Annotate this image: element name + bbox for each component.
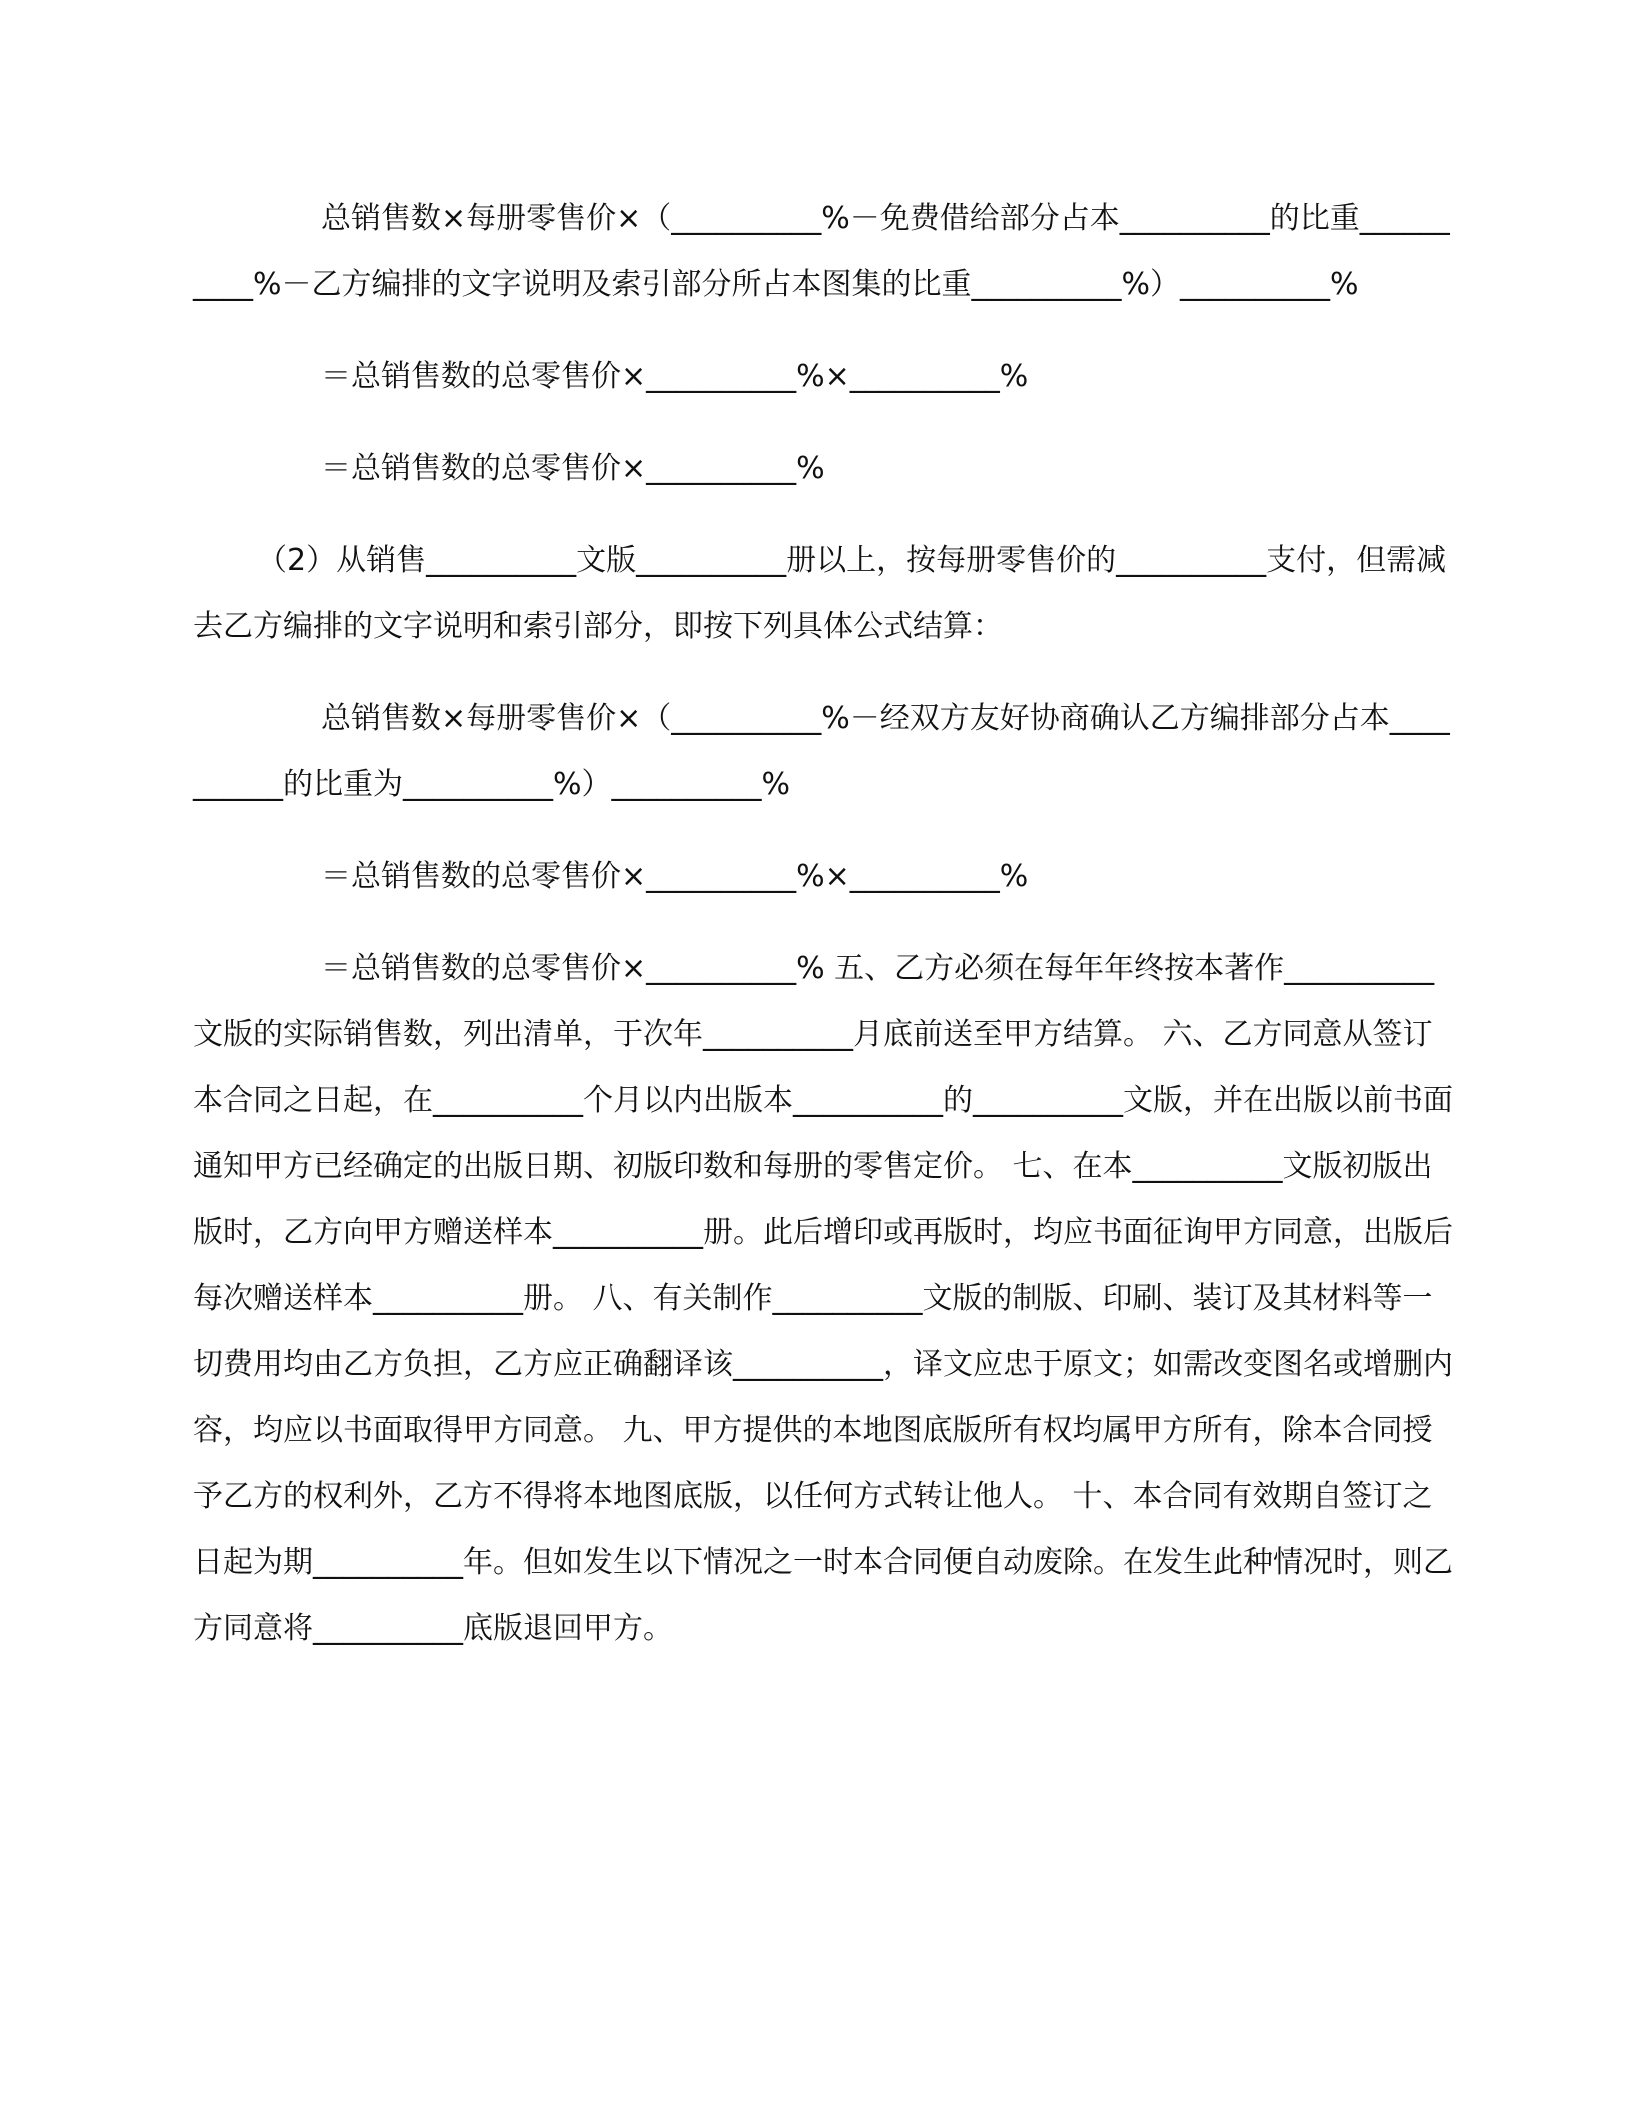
formula-paragraph-1: 总销售数×每册零售价×（__________%－免费借给部分占本__________的比重__________%－乙方编排的文字说明及索引部分所占本图集的比重__________%）__________% bbox=[193, 201, 1450, 302]
document-body bbox=[193, 186, 1455, 1662]
formula-result-1a: ＝总销售数的总零售价×__________%×__________% bbox=[321, 359, 1029, 394]
formula-result-2a: ＝总销售数的总零售价×__________%×__________% bbox=[321, 859, 1029, 894]
contract-clauses-paragraph: ＝总销售数的总零售价×__________% 五、乙方必须在每年年终按本著作__________文版的实际销售数，列出清单，于次年__________月底前送至甲方结算。 六、乙方同意从签订本合同之日起，在__________个月以内出版本__________的__________文版，并在出版以前书面通知甲方已经确定的出版日期、初版印数和每册的零售定价。 七、在本__________文版初版出版时，乙方向甲方赠送样本__________册。此后增印或再版时，均应书面征询甲方同意，出版后每次赠送样本__________册。 八、有关制作__________文版的制版、印刷、装订及其材料等一切费用均由乙方负担，乙方应正确翻译该__________，译文应忠于原文；如需改变图名或增删内容，均应以书面取得甲方同意。 九、甲方提供的本地图底版所有权均属甲方所有，除本合同授予乙方的权利外，乙方不得将本地图底版，以任何方式转让他人。 十、本合同有效期自签订之日起为期__________年。但如发生以下情况之一时本合同便自动废除。在发生此种情况时，则乙方同意将__________底版退回甲方。 bbox=[193, 951, 1453, 1646]
clause-2-paragraph: （2）从销售__________文版__________册以上，按每册零售价的__________支付，但需减去乙方编排的文字说明和索引部分，即按下列具体公式结算： bbox=[193, 543, 1447, 644]
formula-result-1b: ＝总销售数的总零售价×__________% bbox=[321, 451, 825, 486]
formula-paragraph-2: 总销售数×每册零售价×（__________%－经双方友好协商确认乙方编排部分占本__________的比重为__________%）__________% bbox=[193, 701, 1450, 802]
